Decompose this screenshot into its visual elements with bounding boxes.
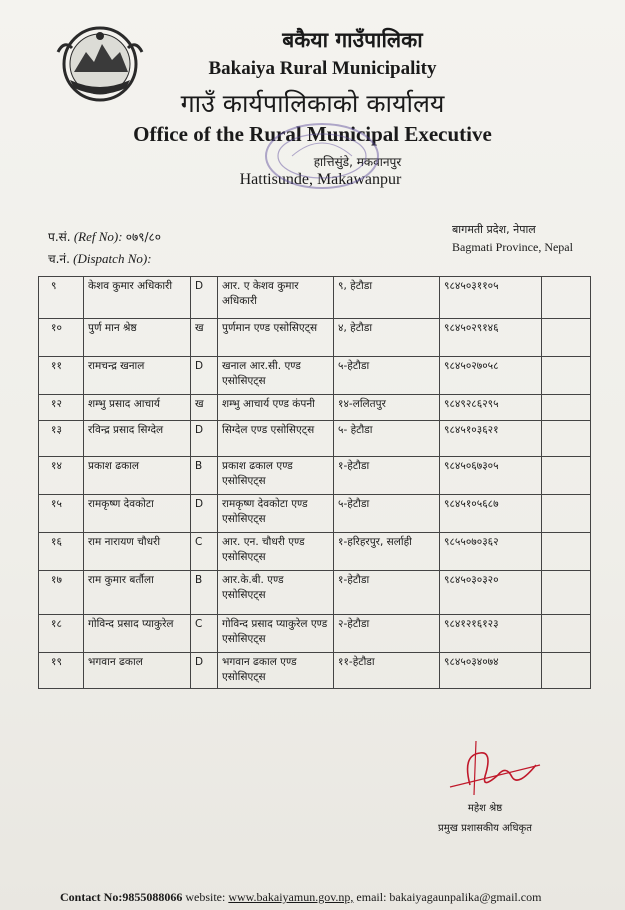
municipality-name-nepali: बकैया गाउँपालिका <box>282 28 423 52</box>
cell-class: ख <box>191 319 218 357</box>
cell-name: राम नारायण चौधरी <box>84 533 191 571</box>
cell-class: D <box>191 357 218 395</box>
cell-firm: पुर्णमान एण्ड एसोसिएट्स <box>218 319 334 357</box>
cell-blank <box>542 533 591 571</box>
cell-blank <box>542 319 591 357</box>
cell-class: B <box>191 571 218 615</box>
signatory-name: महेश श्रेष्ठ <box>467 803 503 814</box>
cell-firm: सिग्देल एण्ड एसोसिएट्स <box>218 421 334 457</box>
cell-phone: ९८४५०२७०५८ <box>440 357 542 395</box>
cell-sn: ९ <box>39 277 84 319</box>
cell-name: प्रकाश ढकाल <box>84 457 191 495</box>
cell-address: ११-हेटौडा <box>334 653 440 689</box>
cell-class: C <box>191 615 218 653</box>
table-row <box>39 277 591 319</box>
dispatch-number: च.नं. (Dispatch No): <box>48 251 152 266</box>
cell-address: ९, हेटौडा <box>334 277 440 319</box>
table-row <box>39 615 591 653</box>
address-english: Hattisunde, Makawanpur <box>239 171 402 188</box>
cell-address: ५- हेटौडा <box>334 421 440 457</box>
cell-firm: भगवान ढकाल एण्ड एसोसिएट्स <box>218 653 334 689</box>
cell-firm: गोविन्द प्रसाद प्याकुरेल एण्ड एसोसिएट्स <box>218 615 334 653</box>
cell-firm: आर. एन. चौधरी एण्ड एसोसिएट्स <box>218 533 334 571</box>
cell-firm: आर.के.बी. एण्ड एसोसिएट्स <box>218 571 334 615</box>
cell-sn: १२ <box>39 395 84 421</box>
cell-sn: १८ <box>39 615 84 653</box>
cell-phone: ९८४५०३४०७४ <box>440 653 542 689</box>
cell-phone: ९८४१२१६१२३ <box>440 615 542 653</box>
email-address[interactable]: bakaiyagaunpalika@gmail.com <box>389 890 542 904</box>
table-row <box>39 421 591 457</box>
cell-blank <box>542 571 591 615</box>
address-nepali: हात्तिसुंडे, मकवानपुर <box>313 155 402 169</box>
office-stamp-seal <box>262 120 382 192</box>
cell-sn: १० <box>39 319 84 357</box>
cell-sn: ११ <box>39 357 84 395</box>
table-row <box>39 457 591 495</box>
cell-blank <box>542 495 591 533</box>
handwritten-signature <box>440 735 550 800</box>
cell-blank <box>542 277 591 319</box>
office-name-nepali: गाउँ कार्यपालिकाको कार्यालय <box>180 89 445 118</box>
cell-address: ५-हेटौडा <box>334 357 440 395</box>
cell-phone: ९८४५०३०३२० <box>440 571 542 615</box>
cell-firm: प्रकाश ढकाल एण्ड एसोसिएट्स <box>218 457 334 495</box>
cell-blank <box>542 653 591 689</box>
municipality-name-english: Bakaiya Rural Municipality <box>208 58 437 79</box>
footer-contact: Contact No:9855088066 website: www.bakaiyamun.gov.np, email: bakaiyagaunpalika@gmail.com <box>60 890 542 904</box>
table-row <box>39 395 591 421</box>
table-row <box>39 533 591 571</box>
cell-class: ख <box>191 395 218 421</box>
cell-name: गोविन्द प्रसाद प्याकुरेल <box>84 615 191 653</box>
cell-blank <box>542 615 591 653</box>
cell-firm: शम्भु आचार्य एण्ड कंपनी <box>218 395 334 421</box>
cell-address: ४, हेटौडा <box>334 319 440 357</box>
cell-blank <box>542 457 591 495</box>
cell-sn: १३ <box>39 421 84 457</box>
cell-sn: १७ <box>39 571 84 615</box>
cell-name: शम्भु प्रसाद आचार्य <box>84 395 191 421</box>
cell-phone: ९८४५०३११०५ <box>440 277 542 319</box>
cell-phone: ९८४५०६७३०५ <box>440 457 542 495</box>
cell-address: ५-हेटौडा <box>334 495 440 533</box>
cell-blank <box>542 357 591 395</box>
cell-address: २-हेटौडा <box>334 615 440 653</box>
website-link[interactable]: www.bakaiyamun.gov.np, <box>228 890 354 904</box>
cell-blank <box>542 395 591 421</box>
cell-name: रविन्द्र प्रसाद सिग्देल <box>84 421 191 457</box>
cell-phone: ९८४९२८६२९५ <box>440 395 542 421</box>
cell-class: D <box>191 421 218 457</box>
cell-address: १-हेटौडा <box>334 571 440 615</box>
cell-blank <box>542 421 591 457</box>
table-row <box>39 571 591 615</box>
consultant-list-table <box>38 276 591 689</box>
cell-class: B <box>191 457 218 495</box>
cell-class: D <box>191 277 218 319</box>
table-row <box>39 495 591 533</box>
cell-sn: १४ <box>39 457 84 495</box>
cell-class: D <box>191 653 218 689</box>
cell-address: १४-ललितपुर <box>334 395 440 421</box>
cell-name: रामकृष्ण देवकोटा <box>84 495 191 533</box>
cell-name: केशव कुमार अधिकारी <box>84 277 191 319</box>
table-row <box>39 357 591 395</box>
cell-class: D <box>191 495 218 533</box>
cell-name: राम कुमार बर्तौला <box>84 571 191 615</box>
cell-sn: १५ <box>39 495 84 533</box>
province-english: Bagmati Province, Nepal <box>452 240 573 254</box>
cell-sn: १९ <box>39 653 84 689</box>
table-row <box>39 319 591 357</box>
cell-name: भगवान ढकाल <box>84 653 191 689</box>
cell-phone: ९८४५०२९१४६ <box>440 319 542 357</box>
cell-firm: रामकृष्ण देवकोटा एण्ड एसोसिएट्स <box>218 495 334 533</box>
cell-phone: ९८५५०७०३६२ <box>440 533 542 571</box>
cell-name: पुर्ण मान श्रेष्ठ <box>84 319 191 357</box>
cell-address: १-हरिहरपुर, सर्लाही <box>334 533 440 571</box>
signatory-title: प्रमुख प्रशासकीय अधिकृत <box>438 823 532 834</box>
cell-class: C <box>191 533 218 571</box>
cell-address: १-हेटौडा <box>334 457 440 495</box>
cell-phone: ९८४५१०५६८७ <box>440 495 542 533</box>
cell-phone: ९८४५१०३६२१ <box>440 421 542 457</box>
table-row <box>39 653 591 689</box>
cell-name: रामचन्द्र खनाल <box>84 357 191 395</box>
cell-firm: आर. ए केशव कुमार अधिकारी <box>218 277 334 319</box>
province-nepali: बागमती प्रदेश, नेपाल <box>452 223 536 236</box>
reference-number: प.सं. (Ref No): ०७९/८० <box>48 229 162 244</box>
cell-sn: १६ <box>39 533 84 571</box>
cell-firm: खनाल आर.सी. एण्ड एसोसिएट्स <box>218 357 334 395</box>
office-name-english: Office of the Rural Municipal Executive <box>133 122 492 146</box>
